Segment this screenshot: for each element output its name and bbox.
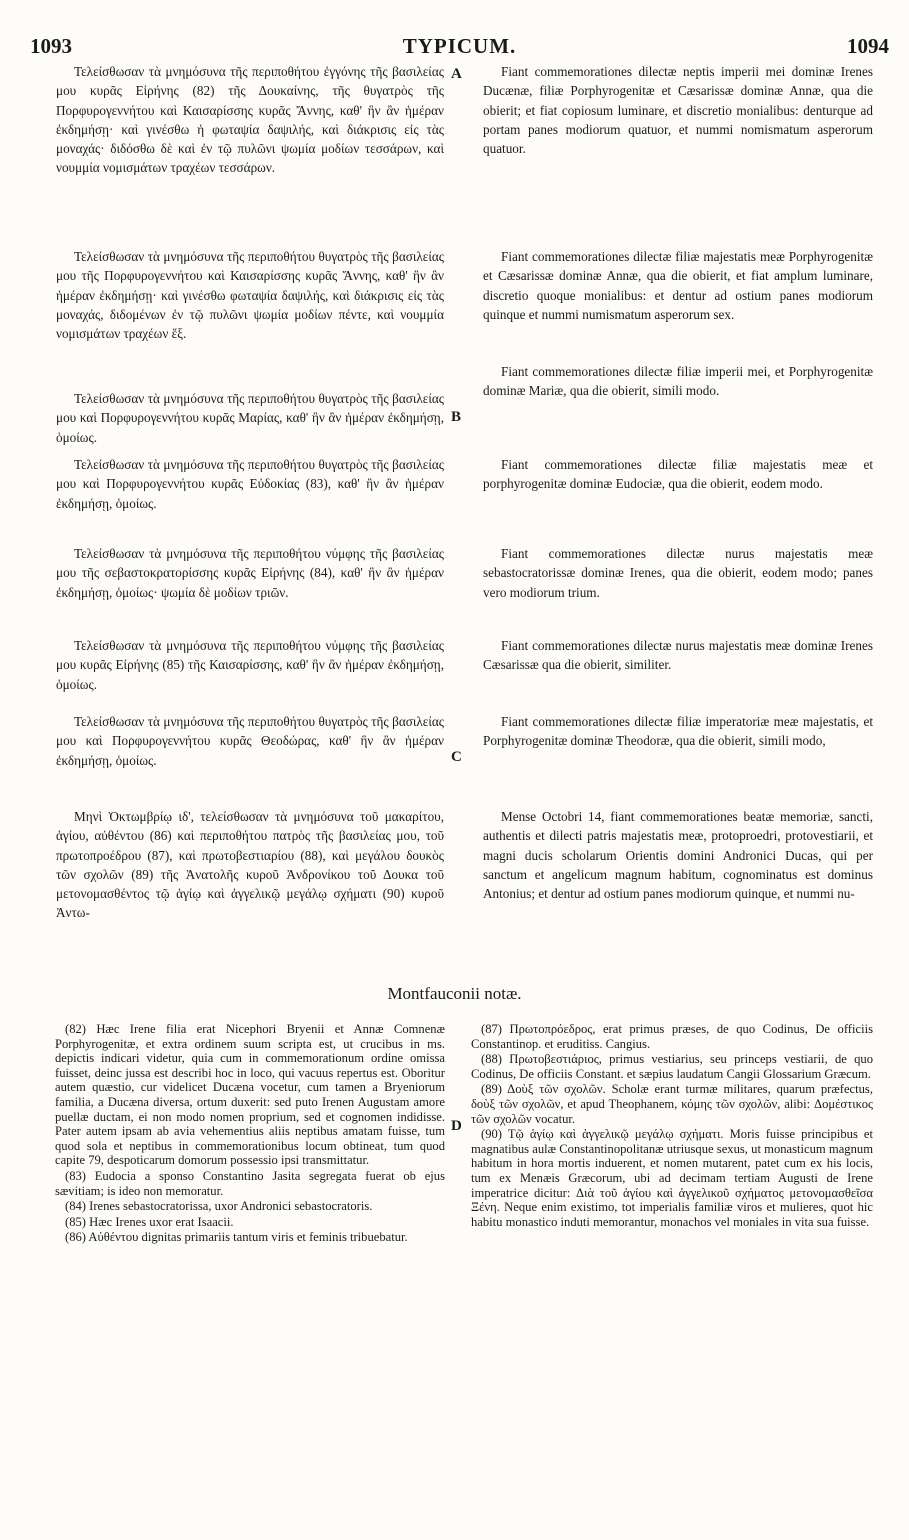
margin-letter-b: B — [451, 409, 462, 425]
page-number-right: 1094 — [847, 34, 889, 58]
latin-paragraph: Fiant commemorationes dilectæ filiæ majestatis meæ Porphyrogenitæ et Cæsarissæ dominæ Annæ, qua die obierit, et fiat amplum luminare, discretio quoque monialibus: et dentur ad ostium panes modiorum quinque et nummi numismatum asperorum sex. — [483, 249, 873, 322]
margin-letter-a: A — [451, 66, 462, 82]
notes-heading: Montfauconii notæ. — [387, 984, 522, 1003]
greek-paragraph: Τελείσθωσαν τὰ μνημόσυνα τῆς περιποθήτου νύμφης τῆς βασιλείας μου τῆς σεβαστοκρατορίσσης κυρᾶς Εἰρήνης (84), καθ' ἣν ἂν ἡμέραν ἐκδημήσῃ, ὁμοίως· ψωμία δὲ μοδίων τριῶν. — [56, 546, 444, 600]
footnote: (84) Irenes sebastocratorissa, uxor Andronici sebastocratoris. — [65, 1199, 373, 1214]
page-number-left: 1093 — [30, 34, 72, 58]
latin-paragraph: Fiant commemorationes dilectæ nurus majestatis meæ dominæ Irenes Cæsarissæ qua die obierit, similiter. — [483, 638, 873, 673]
greek-paragraph: Τελείσθωσαν τὰ μνημόσυνα τῆς περιποθήτου νύμφης τῆς βασιλείας μου κυρᾶς Εἰρήνης (85) τῆς Καισαρίσσης, καθ' ἣν ἂν ἡμέραν ἐκδημήσῃ, ὁμοίως. — [56, 638, 444, 692]
margin-letter-d: D — [451, 1118, 462, 1134]
notes-right-column — [471, 1022, 873, 1230]
margin-letter-c: C — [451, 749, 462, 765]
latin-paragraph: Fiant commemorationes dilectæ filiæ majestatis meæ et porphyrogenitæ dominæ Eudociæ, qua die obierit, eodem modo. — [483, 457, 873, 492]
latin-paragraph: Fiant commemorationes dilectæ filiæ imperatoriæ meæ majestatis, et Porphyrogenitæ dominæ Theodoræ, qua die obierit, simili modo, — [483, 714, 873, 749]
greek-paragraph: Τελείσθωσαν τὰ μνημόσυνα τῆς περιποθήτου θυγατρὸς τῆς βασιλείας μου καὶ Πορφυρογεννήτου κυρᾶς Θεοδώρας, καθ' ἣν ἂν ἡμέραν ἐκδημήσῃ, ὁμοίως. — [56, 714, 444, 768]
greek-paragraph: Τελείσθωσαν τὰ μνημόσυνα τῆς περιποθήτου θυγατρὸς τῆς βασιλείας μου καὶ Πορφυρογεννήτου κυρᾶς Εὐδοκίας (83), καθ' ἣν ἂν ἡμέραν ἐκδημήσῃ, ὁμοίως. — [56, 457, 444, 511]
page-header — [30, 34, 889, 62]
latin-paragraph: Fiant commemorationes dilectæ filiæ imperii mei, et Porphyrogenitæ dominæ Mariæ, qua die obierit, simili modo. — [483, 364, 873, 399]
footnote: (82) Hæc Irene filia erat Nicephori Bryenii et Annæ Comnenæ Porphyrogenitæ, et extra ordinem suum scripta est, ut crucibus in ms. depictis indicari videtur, quia cum in commemorationum ordine omissa fuisset, deinc jussa est describi hoc in loco, qui vacuus repertus est. Oboritur autem quæstio, cur videlicet Ducæna vocetur, cum tamen a Bryeniorum familia, a Ducæna diversa, ortum duxerit: sed puto Irenen Augustam amore puellæ ductam, ei non modo nomen proprium, sed et cognomen indidisse. Pater autem ipsam ab avia vehementius aliis neptibus amatam fuisse, tum quod sola et neptibus in commemorationibus locum obtineat, tum quod capite 79, despoticarum domorum possessio ipsi transmittatur. — [55, 1022, 445, 1168]
latin-paragraph: Fiant commemorationes dilectæ nurus majestatis meæ sebastocratorissæ dominæ Irenes, qua die obierit, eodem modo; panes vero modiorum trium. — [483, 546, 873, 600]
latin-paragraph: Mense Octobri 14, fiant commemorationes beatæ memoriæ, sancti, authentis et dilecti patris majestatis meæ, protoproedri, protovestiarii, et magni ducis scholarum Orientis domini Andronici Ducas, qui per sanctum et angelicum magnum habitum, cognominatus est dominus Antonius; et dentur ad ostium panes modiorum quinque, et nummi nu- — [483, 809, 873, 902]
footnote: (88) Πρωτοβεστιάριος, primus vestiarius, seu princeps vestiarii, de quo Codinus, De officiis Constant. et sæpius laudatum Cangii Glossarium Græcum. — [471, 1052, 873, 1081]
footnote: (87) Πρωτοπρόεδρος, erat primus præses, de quo Codinus, De officiis Constantinop. et eruditiss. Cangius. — [471, 1022, 873, 1051]
footnote: (89) Δοὺξ τῶν σχολῶν. Scholæ erant turmæ militares, quarum præfectus, δοὺξ τῶν σχολῶν, et apud Theophanem, κόμης τῶν σχολῶν, alibi: Δομέστικος τῶν σχολῶν vocatur. — [471, 1082, 873, 1126]
running-title: TYPICUM. — [402, 34, 517, 58]
greek-paragraph: Τελείσθωσαν τὰ μνημόσυνα τῆς περιποθήτου θυγατρὸς τῆς βασιλείας μου τῆς Πορφυρογεννήτου καὶ Καισαρίσσης κυρᾶς Ἄννης, καθ' ἣν ἂν ἡμέραν ἐκδημήσῃ· καὶ γινέσθω φωταψία δαψιλής, καὶ διάκρισις εἰς τὰς μοναχάς, διδομένων ἐν τῷ πυλῶνι ψωμία μοδίων πέντε, καὶ νουμμία νομισμάτων τραχέων ἕξ. — [56, 249, 444, 342]
notes-left-column — [55, 1022, 445, 1246]
footnote: (85) Hæc Irenes uxor erat Isaacii. — [65, 1214, 234, 1229]
latin-paragraph: Fiant commemorationes dilectæ neptis imperii mei dominæ Irenes Ducænæ, filiæ Porphyrogenitæ et Cæsarissæ dominæ Annæ, qua die obierit; et fiat copiosum luminare, et discretio monialibus: denturque ad portam panes modiorum quatuor, et nummi nomismatum asperorum quatuor. — [483, 64, 873, 157]
greek-paragraph: Τελείσθωσαν τὰ μνημόσυνα τῆς περιποθήτου ἐγγόνης τῆς βασιλείας μου κυρᾶς Εἰρήνης (82) τῆς Δουκαίνης, τῆς θυγατρὸς τῆς Πορφυρογεννήτου καὶ Καισαρίσσης κυρᾶς Ἄννης, καθ' ἣν ἂν ἡμέραν ἐκδημήσῃ· καὶ γινέσθω ἡ φωταψία δαψιλής, καὶ διάκρισις εἰς τὰς μοναχάς· διδόσθω δὲ καὶ ἐν τῷ πυλῶνι ψωμία μοδίων τεσσάρων, καὶ νουμμία νομισμάτων τραχέων τεσσάρων. — [56, 64, 444, 176]
footnote: (90) Τῷ ἁγίῳ καὶ ἀγγελικῷ μεγάλῳ σχήματι. Moris fuisse principibus et magnatibus aulæ Constantinopolitanæ utriusque sexus, ut monasticum magnum habitum in hora mortis induerent, et nomen mutarent, patet cum ex his locis, tum ex Menæis Græcorum, ubi ad decimam tertiam Augusti de Irene imperatrice dicitur: Διὰ τοῦ ἁγίου καὶ ἀγγελικοῦ σχήματος μετονομασθεῖσα Ξένη. Neque enim existimo, tot imperialis familiæ viros et mulieres, quot hic habitu monastico induti memorantur, monachos vel moniales in vita sua fuisse. — [471, 1127, 873, 1229]
greek-paragraph: Τελείσθωσαν τὰ μνημόσυνα τῆς περιποθήτου θυγατρὸς τῆς βασιλείας μου καὶ Πορφυρογεννήτου κυρᾶς Μαρίας, καθ' ἣν ἂν ἡμέραν ἐκδημήσῃ, ὁμοίως. — [56, 391, 444, 445]
footnote: (83) Eudocia a sponso Constantino Jasita segregata fuerat ob ejus sævitiam; is ideo non memoratur. — [55, 1168, 445, 1198]
footnote: (86) Αὐθέντου dignitas primariis tantum viris et feminis tribuebatur. — [65, 1230, 408, 1245]
greek-paragraph: Μηνὶ Ὀκτωμβρίῳ ιδ', τελείσθωσαν τὰ μνημόσυνα τοῦ μακαρίτου, ἁγίου, αὐθέντου (86) καὶ περιποθήτου πατρὸς τῆς βασιλείας μου, τοῦ πρωτοπροέδρου (87), καὶ πρωτοβεστιαρίου (88), καὶ μεγάλου δουκὸς τῶν σχολῶν (89) τῆς Ἀνατολῆς κυροῦ Ἀνδρονίκου τοῦ Δουκα τοῦ μετονομασθέντος τῷ ἁγίῳ καὶ ἀγγελικῷ μεγάλῳ σχήματι (90) κυροῦ Ἀντω- — [56, 809, 444, 921]
